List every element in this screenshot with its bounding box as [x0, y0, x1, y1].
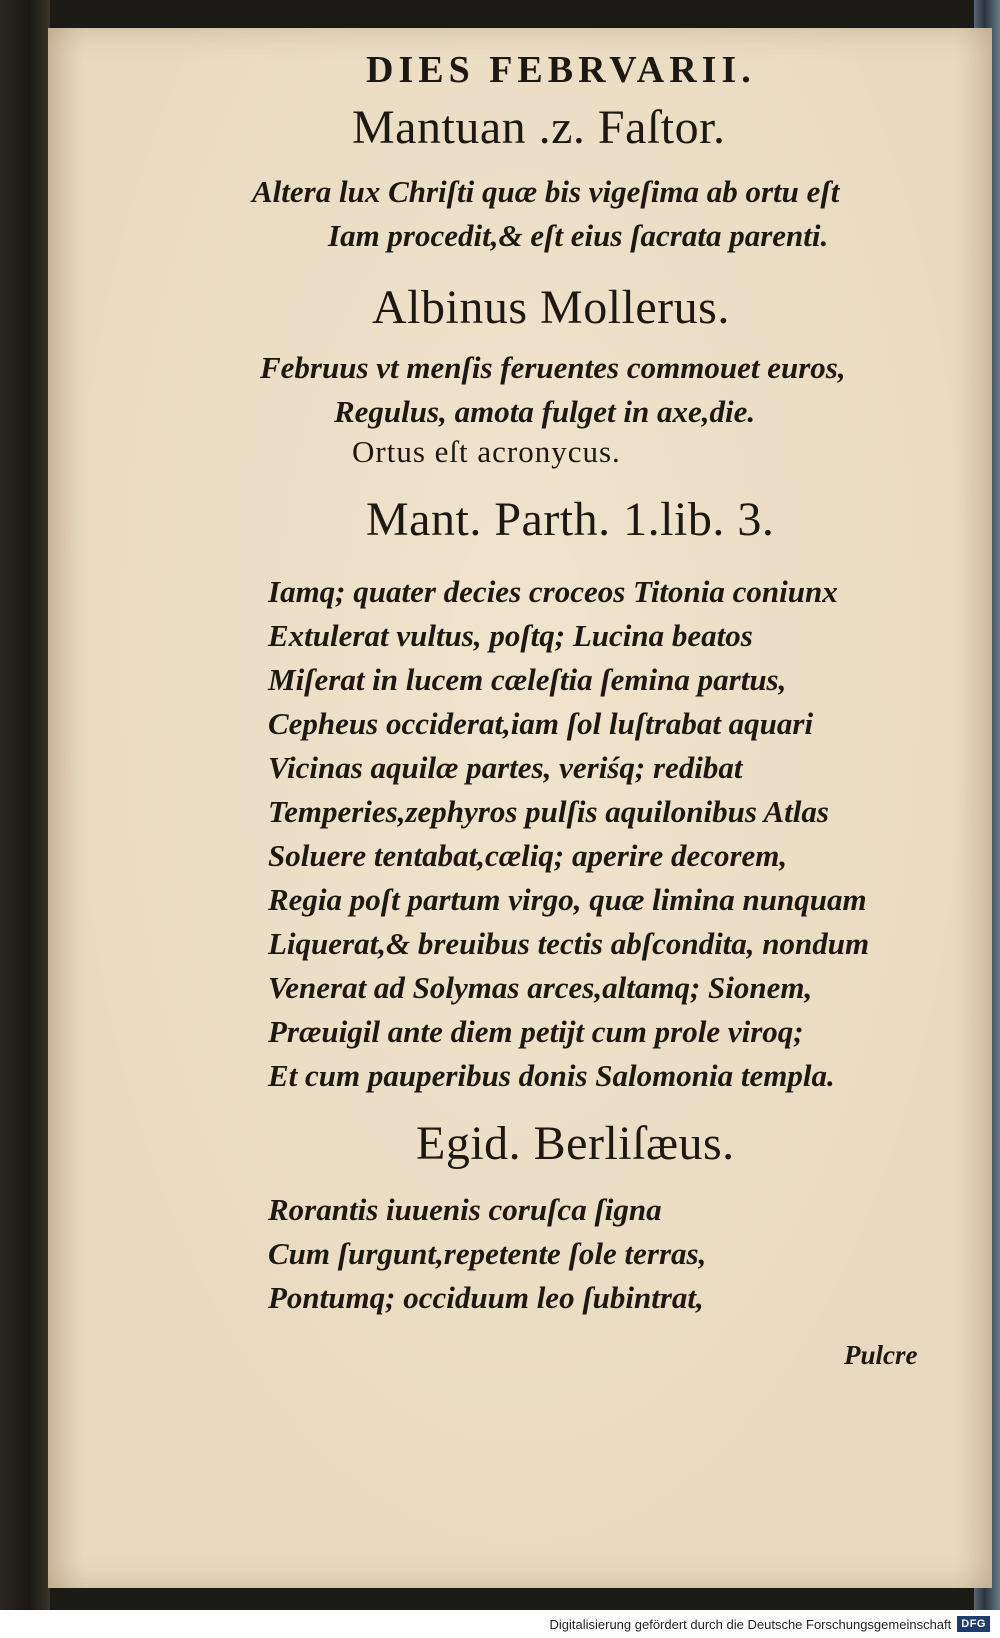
section-heading-3: Mant. Parth. 1.lib. 3.: [366, 493, 775, 546]
verse-line: Cepheus occiderat,iam ſol luſtrabat aquari: [268, 706, 814, 741]
book-page: [48, 28, 992, 1588]
section-heading-1: Mantuan .z. Faſtor.: [352, 101, 726, 154]
section-heading-2: Albinus Mollerus.: [372, 281, 730, 334]
verse-line: Pontumq; occiduum leo ſubintrat,: [268, 1280, 704, 1315]
running-head: DIES FEBRVARII.: [366, 49, 756, 91]
verse-line: Regulus, amota fulget in axe,die.: [334, 394, 756, 429]
verse-line: Regia poſt partum virgo, quæ limina nunquam: [268, 882, 867, 917]
verse-line: Et cum pauperibus donis Salomonia templa.: [268, 1058, 835, 1093]
verse-line: Iam procedit,& eſt eius ſacrata parenti.: [328, 218, 829, 253]
catchword: Pulcre: [844, 1340, 918, 1370]
verse-line: Liquerat,& breuibus tectis abſcondita, nondum: [268, 926, 870, 961]
verse-line: Vicinas aquilæ partes, veriśq; redibat: [268, 750, 743, 785]
verse-line: Altera lux Chriſti quæ bis vigeſima ab ortu eſt: [252, 174, 840, 209]
verse-line: Februus vt menſis feruentes commouet euros,: [260, 350, 846, 385]
dfg-logo-icon: DFG: [957, 1616, 990, 1632]
section-heading-4: Egid. Berliſæus.: [416, 1117, 735, 1170]
verse-line: Temperies,zephyros pulſis aquilonibus Atlas: [268, 794, 829, 829]
verse-line: Extulerat vultus, poſtq; Lucina beatos: [268, 618, 753, 653]
verse-line: Soluere tentabat,cæliq; aperire decorem,: [268, 838, 788, 873]
verse-line: Miſerat in lucem cæleſtia ſemina partus,: [268, 662, 787, 697]
verse-line: Rorantis iuuenis coruſca ſigna: [268, 1192, 662, 1227]
verse-line: Iamq; quater decies croceos Titonia coniunx: [268, 574, 838, 609]
footer-credit: Digitalisierung gefördert durch die Deutsche Forschungsgemeinschaft: [549, 1616, 952, 1632]
verse-line: Venerat ad Solymas arces,altamq; Sionem,: [268, 970, 813, 1005]
verse-line: Cum ſurgunt,repetente ſole terras,: [268, 1236, 707, 1271]
verse-line: Ortus eſt acronycus.: [352, 434, 621, 469]
book-spine-shadow: [0, 0, 50, 1610]
verse-line: Præuigil ante diem petijt cum prole viroq;: [268, 1014, 804, 1049]
digitization-footer: [0, 1610, 1000, 1638]
